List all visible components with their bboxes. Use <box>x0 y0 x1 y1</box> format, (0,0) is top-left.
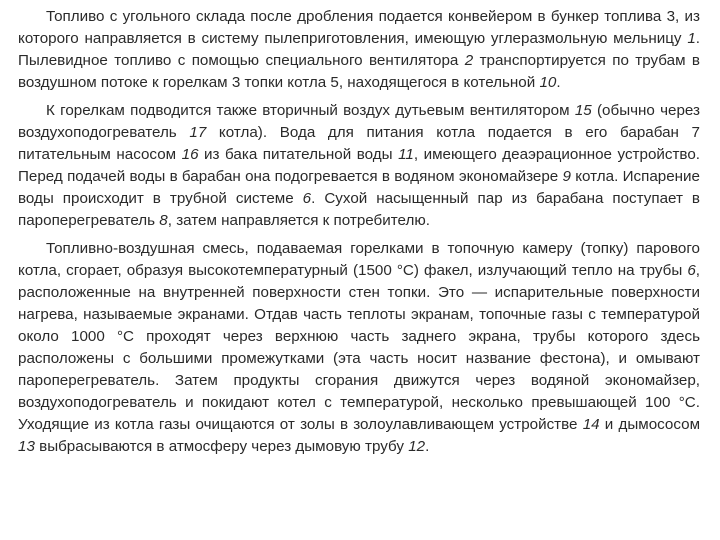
text-run: из бака питательной воды <box>198 146 399 163</box>
reference-number: 6 <box>302 190 312 207</box>
text-run: (обычно через воздухоподогреватель <box>18 102 701 141</box>
reference-number: 11 <box>398 146 414 163</box>
text-run: котла). Вода для питания котла подается в его барабан 7 питательным насосом <box>18 124 700 163</box>
reference-number: 10 <box>539 74 557 91</box>
reference-number: 1 <box>687 30 696 47</box>
reference-number: 14 <box>582 416 600 433</box>
reference-number: 15 <box>574 102 592 119</box>
text-run: , затем направляется к потребителю. <box>167 212 430 229</box>
text-run: , имеющего деаэрационное устройство. Перед подачей воды в барабан она подогревается в водяном экономайзере <box>18 146 700 185</box>
reference-number: 2 <box>464 52 474 69</box>
text-run: и дымососом <box>599 416 701 433</box>
paragraph-2 <box>18 100 700 232</box>
reference-number: 6 <box>687 262 696 279</box>
text-run: К горелкам подводится также вторичный воздух дутьевым вентилятором <box>46 102 575 119</box>
text-run: , расположенные на внутренней поверхности стен топки. Это — испарительные поверхности нагрева, называемые экранами. Отдав часть теплоты экранам, топочные газы с температурой около 1000 °С проходят через верхнюю часть заднего экрана, трубы которого здесь расположены с большими промежутками (эта часть носит название фестона), и омывают пароперегреватель. Затем продукты сгорания движутся через водяной экономайзер, воздухоподогреватель и покидают котел с температурой, несколько превышающей 100 °С. Уходящие из котла газы очищаются от золы в золоулавливающем устройстве <box>18 262 700 433</box>
text-run: Топливно-воздушная смесь, подаваемая горелками в топочную камеру (топку) парового котла, сгорает, образуя высокотемпературный (1500 °С) факел, излучающий тепло на трубы <box>18 240 700 279</box>
reference-number: 16 <box>181 146 199 163</box>
text-run: котла. Испарение воды происходит в трубной системе <box>18 168 700 207</box>
text-run: . <box>425 438 430 455</box>
reference-number: 12 <box>408 438 426 455</box>
reference-number: 9 <box>562 168 571 185</box>
paragraph-1 <box>18 6 700 94</box>
text-run: выбрасываются в атмосферу через дымовую трубу <box>34 438 409 455</box>
reference-number: 13 <box>18 438 35 455</box>
text-run: . Сухой насыщенный пар из барабана поступает в пароперегреватель <box>18 190 701 229</box>
paragraph-3 <box>18 238 700 458</box>
text-run: . Пылевидное топливо с помощью специального вентилятора <box>18 30 700 69</box>
document-body <box>18 6 700 458</box>
text-run: . <box>556 74 561 91</box>
reference-number: 8 <box>159 212 168 229</box>
text-run: транспортируется по трубам в воздушном потоке к горелкам 3 топки котла 5, находящегося в котельной <box>18 52 700 91</box>
reference-number: 17 <box>189 124 207 141</box>
text-run: Топливо с угольного склада после дробления подается конвейером в бункер топлива 3, из которого направляется в систему пылеприготовления, имеющую углеразмольную мельницу <box>18 8 700 47</box>
